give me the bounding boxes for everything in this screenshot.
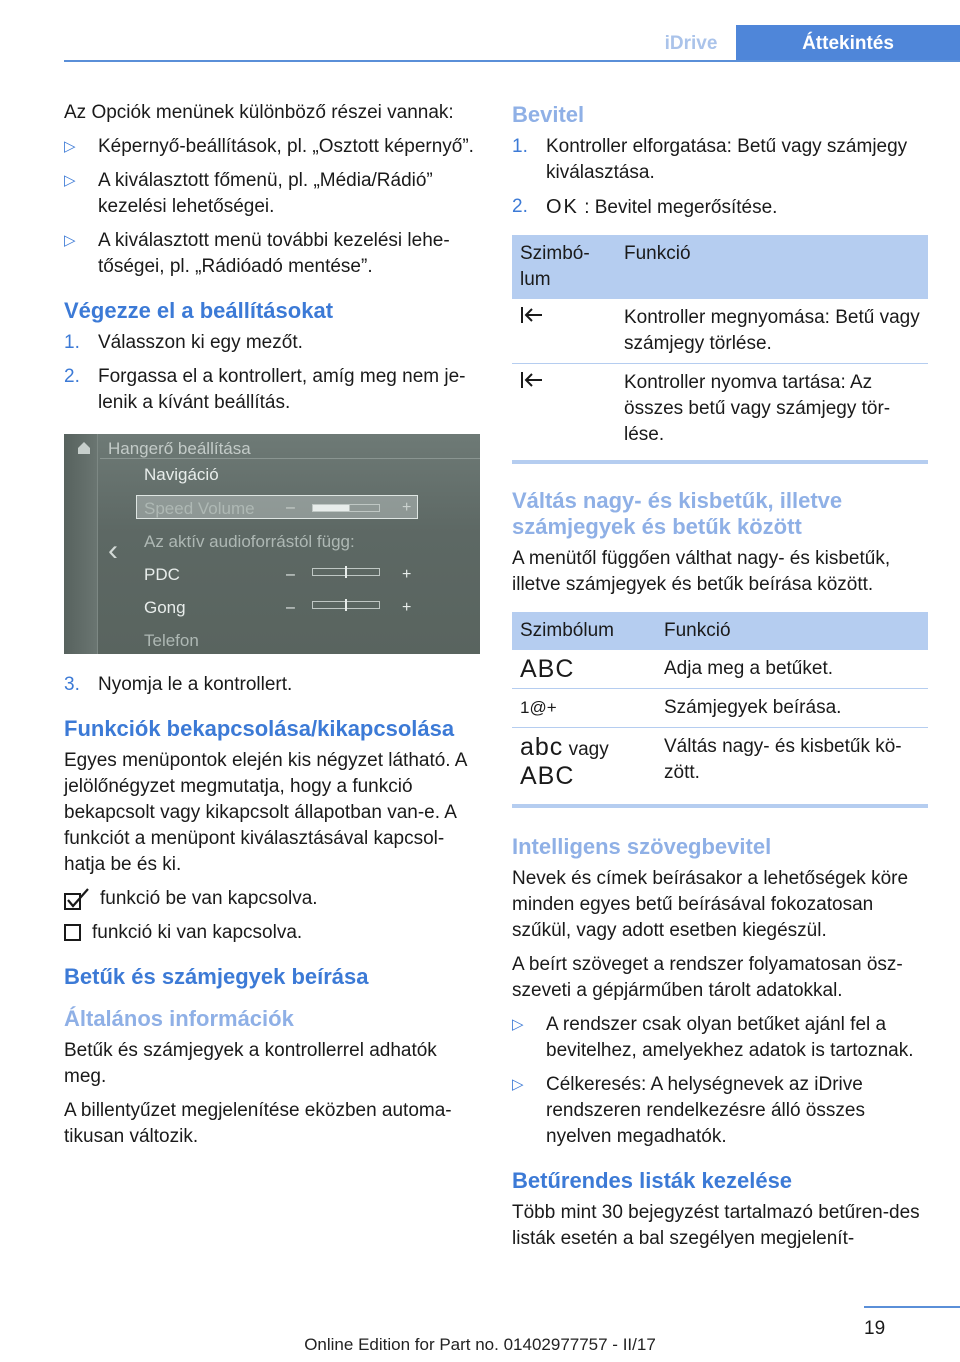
table-cell: Kontroller megnyomása: Betű vagy számjegy törlése.: [616, 299, 928, 364]
volume-settings-screenshot: [64, 434, 480, 654]
page-number: 19: [864, 1318, 886, 1339]
right-column: [512, 100, 928, 1260]
triangle-bullet-icon: ▷: [64, 138, 76, 155]
uppercase-abc-icon: ABC: [512, 650, 656, 689]
checkbox-unchecked-icon: [64, 924, 92, 942]
general-info-heading: Általános információk: [64, 1006, 294, 1031]
step-text: : Bevitel megerősítése.: [584, 197, 778, 218]
screen-title: Hangerő beállítása: [108, 439, 251, 458]
screen-side-panel: [64, 434, 98, 654]
table-cell: Kontroller nyomva tartása: Az összes betű vagy számjegy tör-lése.: [624, 372, 891, 445]
table-cell: [512, 728, 656, 799]
screen-row-speed-volume: Speed Volume: [144, 499, 255, 518]
gong-slider: [312, 601, 380, 609]
table-header-cell: Szimbólum: [512, 612, 656, 650]
table-header-cell: Szimbó-lum: [512, 235, 616, 299]
settings-heading: Végezze el a beállításokat: [64, 298, 334, 323]
list-item-text: A kiválasztott főmenü, pl. „Média/Rádió” kezelési lehetőségei.: [98, 170, 433, 217]
table-row: [512, 364, 928, 455]
case-heading: Váltás nagy- és kisbetűk, illetve számjegyek és betűk között: [512, 488, 843, 539]
settings-step-3: [64, 672, 480, 698]
step-text: Forgassa el a kontrollert, amíg meg nem je-lenik a kívánt beállítás.: [98, 366, 466, 413]
general-paragraph-1: Betűk és számjegyek a kontrollerrel adhatók meg.: [64, 1040, 437, 1087]
step-text: Kontroller elforgatása: Betű vagy számjegy kiválasztása.: [546, 136, 908, 183]
triangle-bullet-icon: ▷: [512, 1076, 524, 1093]
toggle-heading: Funkciók bekapcsolása/kikapcsolása: [64, 716, 455, 741]
list-item: [512, 1072, 928, 1150]
alphabetical-lists-heading: Betűrendes listák kezelése: [512, 1168, 793, 1193]
smart-input-heading: Intelligens szövegbevitel: [512, 834, 772, 859]
left-column: [64, 100, 480, 1158]
letters-heading: Betűk és számjegyek beírása: [64, 964, 369, 989]
table-row: [512, 689, 928, 728]
list-item: [512, 1012, 928, 1064]
chevron-left-icon: ‹: [108, 534, 118, 567]
list-item-text: Képernyő-beállítások, pl. „Osztott képernyő”.: [98, 136, 474, 157]
table-end-rule: [512, 460, 928, 464]
step-number: 3.: [64, 674, 80, 695]
checkbox-checked-icon: [64, 888, 100, 910]
options-intro: Az Opciók menünek különböző részei vannak:: [64, 102, 454, 123]
list-item: [64, 228, 480, 280]
table-header-row: [512, 235, 928, 299]
checked-line: [64, 886, 480, 912]
page-header: [64, 25, 960, 62]
list-item: [512, 194, 928, 221]
or-text: vagy: [568, 739, 609, 760]
step-number: 1.: [64, 332, 80, 353]
table-header-cell: Funkció: [616, 235, 928, 299]
list-item: [512, 134, 928, 186]
smart-paragraph-2: A beírt szöveget a rendszer folyamatosan ösz-szeveti a gépjárműben tárolt adatokkal.: [512, 954, 903, 1001]
table-row: [512, 728, 928, 799]
delete-symbols-table: [512, 235, 928, 454]
settings-steps: [64, 330, 480, 416]
list-item: [64, 330, 480, 356]
uppercase-abc-icon: ABC: [520, 762, 575, 790]
step-text: Nyomja le a kontrollert.: [98, 674, 293, 695]
case-symbols-table: [512, 612, 928, 798]
table-header-cell: Funkció: [656, 612, 928, 650]
home-icon: [76, 440, 92, 456]
table-row: [512, 299, 928, 364]
checked-text: funkció be van kapcsolva.: [100, 888, 318, 909]
triangle-bullet-icon: ▷: [64, 232, 76, 249]
input-steps: [512, 134, 928, 221]
pdc-slider: [312, 568, 380, 576]
unchecked-line: [64, 920, 480, 946]
case-text: A menütől függően válthat nagy- és kisbetűk, illetve számjegyek és betűk beírása között.: [512, 548, 891, 595]
list-item-text: Célkeresés: A helységnevek az iDrive rendszeren rendelkezésre álló összes nyelven megadhatók.: [546, 1074, 865, 1147]
minus-icon: –: [286, 566, 295, 583]
lowercase-abc-icon: abc: [520, 733, 564, 761]
ok-icon: OK: [546, 196, 579, 218]
backspace-icon: [512, 364, 616, 455]
table-end-rule: [512, 804, 928, 808]
options-bullet-list: [64, 134, 480, 280]
plus-icon: +: [402, 599, 412, 616]
triangle-bullet-icon: ▷: [512, 1016, 524, 1033]
header-chapter-tab: Áttekintés: [736, 25, 960, 62]
alphabetical-lists-text: Több mint 30 bejegyzést tartalmazó betűren-des listák esetén a bal szegélyen megjelenít-: [512, 1202, 920, 1249]
smart-bullet-list: [512, 1012, 928, 1150]
step-text: Válasszon ki egy mezőt.: [98, 332, 303, 353]
minus-icon: –: [286, 599, 295, 616]
screen-row-navigation: Navigáció: [144, 465, 219, 484]
list-item: [64, 134, 480, 160]
triangle-bullet-icon: ▷: [64, 172, 76, 189]
screen-row-phone: Telefon: [144, 631, 199, 650]
general-paragraph-2: A billentyűzet megjelenítése eközben automa-tikusan változik.: [64, 1100, 452, 1147]
toggle-text: Egyes menüpontok elején kis négyzet látható. A jelölőnégyzet megmutatja, hogy a funkció bekapcsolt vagy kikapcsolt állapotban van-e. A funkciót a menüpont kiválasztásával kapcsol-hatja be és ki.: [64, 750, 467, 875]
smart-paragraph-1: Nevek és címek beírásakor a lehetőségek köre minden egyes betű beírásával fokozatosan szűkül, vagy adott esetben kiegészül.: [512, 868, 909, 941]
table-cell: Adja meg a betűket.: [656, 650, 928, 689]
list-item-text: A kiválasztott menü további kezelési lehe-tőségei, pl. „Rádióadó mentése”.: [98, 230, 450, 277]
digits-symbol-icon: 1@+: [512, 689, 656, 728]
speed-volume-slider: [312, 504, 380, 512]
step-number: 2.: [64, 366, 80, 387]
input-heading: Bevitel: [512, 102, 585, 127]
list-item: [64, 672, 480, 698]
plus-icon: +: [402, 566, 412, 583]
unchecked-text: funkció ki van kapcsolva.: [92, 922, 303, 943]
plus-icon: +: [402, 499, 412, 516]
table-cell: Számjegyek beírása.: [656, 689, 928, 728]
footer-rule: [864, 1306, 960, 1308]
list-item: [64, 364, 480, 416]
screen-row-audio-source: Az aktív audioforrástól függ:: [144, 532, 355, 551]
list-item: [64, 168, 480, 220]
screen-row-gong: Gong: [144, 598, 186, 617]
header-section-tab: iDrive: [664, 33, 718, 54]
step-number: 1.: [512, 136, 528, 157]
minus-icon: –: [286, 499, 295, 516]
list-item-text: A rendszer csak olyan betűket ajánl fel a bevitelhez, amelyekhez adatok is tartoznak.: [546, 1014, 914, 1061]
backspace-icon: [512, 299, 616, 364]
table-header-row: [512, 612, 928, 650]
screen-row-pdc: PDC: [144, 565, 180, 584]
screen-title-rule: [100, 458, 480, 459]
table-row: [512, 650, 928, 689]
step-number: 2.: [512, 196, 528, 217]
edition-footer: Online Edition for Part no. 01402977757 - II/17: [304, 1335, 656, 1354]
table-cell: Váltás nagy- és kisbetűk kö-zött.: [664, 736, 902, 783]
header-rule: [64, 60, 960, 62]
